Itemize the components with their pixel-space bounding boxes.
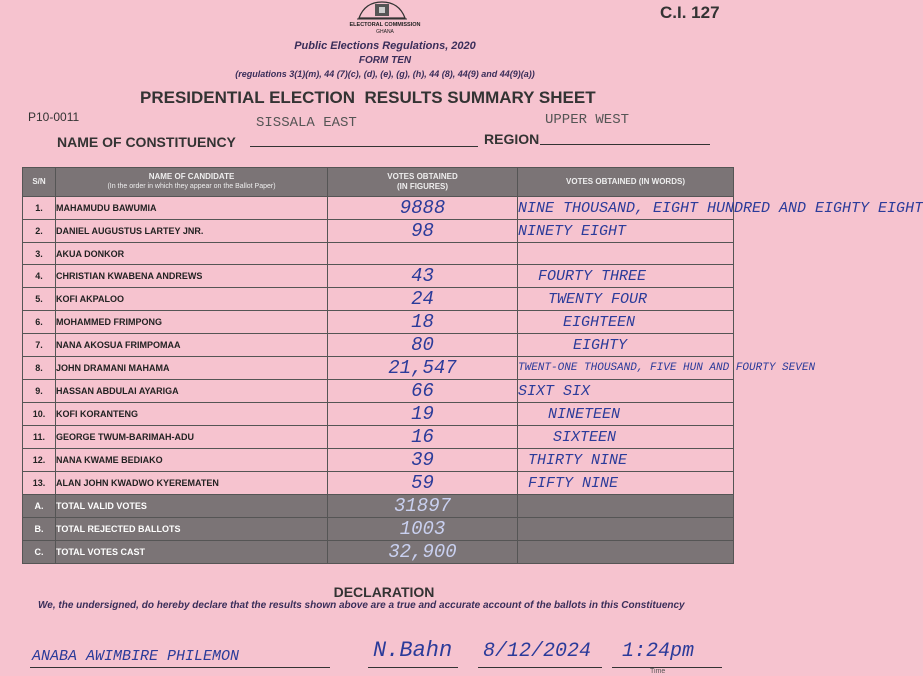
words-value: NINETEEN <box>548 405 621 423</box>
row-figures <box>328 357 518 380</box>
row-words <box>518 403 734 426</box>
words-value: FIFTY NINE <box>528 474 619 492</box>
row-figures <box>328 197 518 220</box>
regulations-title: Public Elections Regulations, 2020 <box>294 40 476 52</box>
table-row <box>23 334 734 357</box>
row-words <box>518 357 816 380</box>
row-words <box>518 197 923 220</box>
header-figures-title: VOTES OBTAINED <box>387 172 458 181</box>
figures-value: 21,547 <box>388 357 457 379</box>
words-value: EIGHTY <box>573 336 628 354</box>
sheet-title: PRESIDENTIAL ELECTION RESULTS SUMMARY SHEET <box>140 88 596 107</box>
row-candidate: MAHAMUDU BAWUMIA <box>56 197 328 220</box>
figures-value: 24 <box>411 288 434 310</box>
row-words <box>518 472 734 495</box>
figures-value: 9888 <box>399 197 446 219</box>
row-words <box>518 220 734 243</box>
row-figures <box>328 472 518 495</box>
row-figures <box>328 334 518 357</box>
ci-number: C.I. 127 <box>660 3 720 22</box>
words-value: NINE THOUSAND, EIGHT HUNDRED AND EIGHTY EIGHT <box>518 199 923 217</box>
region-value: UPPER WEST <box>545 112 630 128</box>
regulations-reference: (regulations 3(1)(m), 44 (7)(c), (d), (e), (g), (h), 44 (8), 44(9) and 44(9)(a)) <box>235 69 535 79</box>
figures-value: 19 <box>411 403 434 425</box>
declaration-time: 1:24pm <box>622 640 695 663</box>
words-value: TWENTY FOUR <box>548 290 648 308</box>
total-row-rejected <box>23 518 734 541</box>
table-row <box>23 449 734 472</box>
total-figures <box>328 518 518 541</box>
row-sn: 8. <box>23 357 56 380</box>
form-name: FORM TEN <box>358 55 412 66</box>
total-label: TOTAL VALID VOTES <box>56 495 328 518</box>
signature: N.Bahn <box>373 638 453 663</box>
table-row <box>23 380 734 403</box>
header-figures <box>328 168 518 197</box>
total-sn: A. <box>23 495 56 518</box>
row-words <box>518 334 734 357</box>
total-sn: C. <box>23 541 56 564</box>
figures-value: 43 <box>411 265 434 287</box>
row-sn: 1. <box>23 197 56 220</box>
region-label: REGION <box>484 131 540 147</box>
row-figures <box>328 449 518 472</box>
row-sn: 3. <box>23 243 56 265</box>
figures-value: 80 <box>411 334 434 356</box>
figures-value: 98 <box>411 220 434 242</box>
row-sn: 13. <box>23 472 56 495</box>
total-sn: B. <box>23 518 56 541</box>
words-value: EIGHTEEN <box>563 313 636 331</box>
declaration-title: DECLARATION <box>333 584 435 600</box>
row-candidate: JOHN DRAMANI MAHAMA <box>56 357 328 380</box>
header-candidate-sub: (In the order in which they appear on the Ballot Paper) <box>107 183 276 190</box>
total-row-valid <box>23 495 734 518</box>
table-row <box>23 220 734 243</box>
words-value: FOURTY THREE <box>538 267 647 285</box>
row-sn: 10. <box>23 403 56 426</box>
table-row <box>23 472 734 495</box>
row-sn: 4. <box>23 265 56 288</box>
table-row <box>23 426 734 449</box>
row-candidate: DANIEL AUGUSTUS LARTEY JNR. <box>56 220 328 243</box>
time-line <box>612 652 722 668</box>
table-row <box>23 288 734 311</box>
header-candidate-title: NAME OF CANDIDATE <box>148 172 235 181</box>
row-figures <box>328 288 518 311</box>
time-label: Time <box>650 668 666 675</box>
words-value: THIRTY NINE <box>528 451 628 469</box>
header-figures-sub: (IN FIGURES) <box>396 182 449 191</box>
row-figures <box>328 380 518 403</box>
table-row <box>23 403 734 426</box>
commission-name: ELECTORAL COMMISSION <box>349 22 421 28</box>
row-sn: 5. <box>23 288 56 311</box>
country-name: GHANA <box>376 29 394 35</box>
constituency-line <box>250 130 478 147</box>
row-words <box>518 426 734 449</box>
row-candidate: CHRISTIAN KWABENA ANDREWS <box>56 265 328 288</box>
total-row-cast <box>23 541 734 564</box>
region-line <box>540 128 710 145</box>
coat-of-arms-emblem <box>355 0 409 22</box>
words-value: SIXT SIX <box>518 382 591 400</box>
row-words <box>518 243 734 265</box>
results-table <box>22 167 923 564</box>
table-header-row <box>23 168 734 197</box>
table-row <box>23 311 734 334</box>
total-words-empty <box>518 518 734 541</box>
figures-value: 39 <box>411 449 434 471</box>
row-figures <box>328 265 518 288</box>
row-candidate: NANA AKOSUA FRIMPOMAA <box>56 334 328 357</box>
header-candidate <box>56 168 328 197</box>
signature-line <box>368 652 458 668</box>
total-label: TOTAL VOTES CAST <box>56 541 328 564</box>
row-words <box>518 288 734 311</box>
signer-name: ANABA AWIMBIRE PHILEMON <box>32 648 240 665</box>
total-words-empty <box>518 541 734 564</box>
row-candidate: GEORGE TWUM-BARIMAH-ADU <box>56 426 328 449</box>
row-figures <box>328 243 518 265</box>
row-candidate: NANA KWAME BEDIAKO <box>56 449 328 472</box>
declaration-text: We, the undersigned, do hereby declare that the results shown above are a true and accurate account of the ballots in this Constituency <box>38 600 685 611</box>
row-candidate: KOFI KORANTENG <box>56 403 328 426</box>
total-value: 32,900 <box>388 541 457 563</box>
table-row <box>23 357 734 380</box>
row-candidate: ALAN JOHN KWADWO KYEREMATEN <box>56 472 328 495</box>
row-sn: 9. <box>23 380 56 403</box>
row-sn: 6. <box>23 311 56 334</box>
figures-value: 18 <box>411 311 434 333</box>
row-candidate: AKUA DONKOR <box>56 243 328 265</box>
total-value: 31897 <box>393 495 451 517</box>
figures-value: 16 <box>411 426 434 448</box>
total-words-empty <box>518 495 734 518</box>
row-words <box>518 449 734 472</box>
row-sn: 12. <box>23 449 56 472</box>
table-row <box>23 243 734 265</box>
words-value: SIXTEEN <box>553 428 617 446</box>
signer-line <box>30 652 330 668</box>
row-sn: 7. <box>23 334 56 357</box>
total-figures <box>328 541 518 564</box>
constituency-value: SISSALA EAST <box>256 115 357 131</box>
row-figures <box>328 403 518 426</box>
figures-value: 66 <box>411 380 434 402</box>
row-words <box>518 265 734 288</box>
row-figures <box>328 311 518 334</box>
row-candidate: HASSAN ABDULAI AYARIGA <box>56 380 328 403</box>
table-row <box>23 197 734 220</box>
date-line <box>478 652 602 668</box>
row-figures <box>328 220 518 243</box>
constituency-label: NAME OF CONSTITUENCY <box>57 134 236 150</box>
total-figures <box>328 495 518 518</box>
row-words <box>518 380 734 403</box>
row-candidate: KOFI AKPALOO <box>56 288 328 311</box>
row-figures <box>328 426 518 449</box>
figures-value: 59 <box>411 472 434 494</box>
row-candidate: MOHAMMED FRIMPONG <box>56 311 328 334</box>
declaration-date: 8/12/2024 <box>483 640 592 663</box>
words-value: NINETY EIGHT <box>518 222 627 240</box>
total-label: TOTAL REJECTED BALLOTS <box>56 518 328 541</box>
row-words <box>518 311 734 334</box>
header-sn: S/N <box>23 168 56 197</box>
row-sn: 11. <box>23 426 56 449</box>
row-sn: 2. <box>23 220 56 243</box>
form-code: P10-0011 <box>28 110 80 124</box>
total-value: 1003 <box>399 518 446 540</box>
words-value: TWENT-ONE THOUSAND, FIVE HUN AND FOURTY SEVEN <box>518 362 816 374</box>
header-words: VOTES OBTAINED (IN WORDS) <box>518 168 734 197</box>
table-row <box>23 265 734 288</box>
